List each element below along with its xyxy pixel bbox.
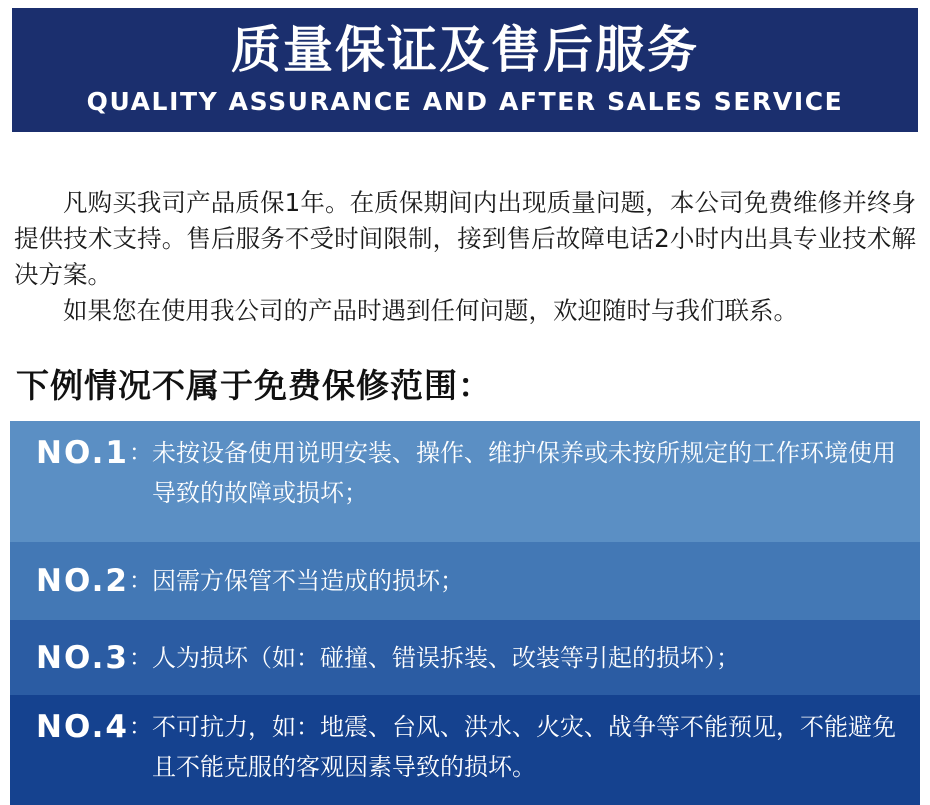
list-item-number: NO.2 bbox=[36, 563, 129, 599]
section-title: 下例情况不属于免费保修范围： bbox=[16, 366, 492, 405]
list-item-text: 人为损坏（如：碰撞、错误拆装、改装等引起的损坏）； bbox=[151, 643, 740, 672]
intro-paragraph-2: 如果您在使用我公司的产品时遇到任何问题，欢迎随时与我们联系。 bbox=[63, 296, 798, 325]
list-item bbox=[10, 421, 920, 542]
list-item-colon: ： bbox=[128, 714, 152, 740]
header-banner bbox=[12, 8, 918, 132]
list-item-number: NO.4 bbox=[36, 709, 129, 745]
exclusion-list bbox=[10, 421, 920, 805]
list-item-colon: ： bbox=[128, 440, 152, 466]
list-item-number: NO.1 bbox=[36, 435, 129, 471]
list-item-text: 不可抗力，如：地震、台风、洪水、火灾、战争等不能预见，不能避免且不能克服的客观因素导致的损坏。 bbox=[151, 713, 896, 781]
list-item bbox=[10, 695, 920, 805]
list-item-text: 因需方保管不当造成的损坏； bbox=[151, 567, 464, 595]
banner-title-en: QUALITY ASSURANCE AND AFTER SALES SERVICE bbox=[86, 86, 844, 116]
list-item-colon: ： bbox=[128, 568, 152, 594]
list-item-number: NO.3 bbox=[36, 639, 129, 676]
list-item-colon: ： bbox=[128, 644, 152, 671]
list-item bbox=[10, 620, 920, 695]
list-item bbox=[10, 542, 920, 620]
intro-paragraph-1: 凡购买我司产品质保1年。在质保期间内出现质量问题，本公司免费维修并终身提供技术支持。售后服务不受时间限制，接到售后故障电话2小时内出具专业技术解决方案。 bbox=[14, 188, 916, 289]
intro-block bbox=[14, 185, 916, 329]
banner-title-cn: 质量保证及售后服务 bbox=[231, 21, 699, 80]
list-item-text: 未按设备使用说明安装、操作、维护保养或未按所规定的工作环境使用导致的故障或损坏； bbox=[151, 439, 896, 507]
